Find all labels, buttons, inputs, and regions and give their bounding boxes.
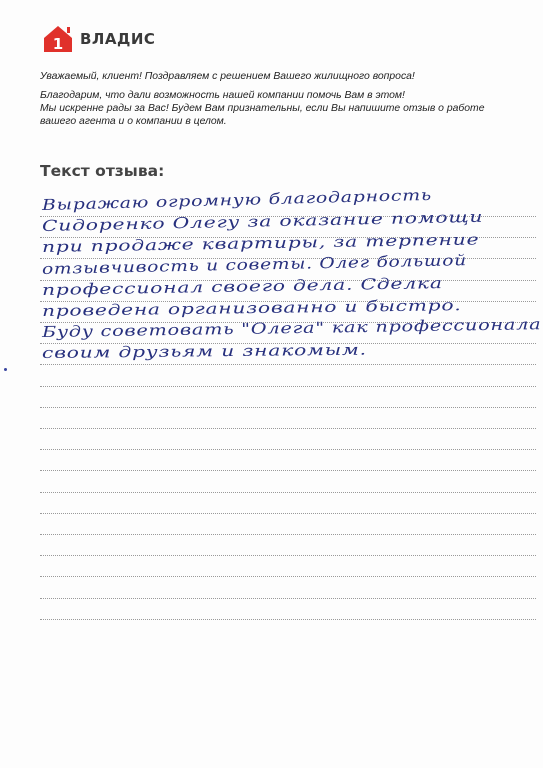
writing-line [40, 598, 536, 599]
handwritten-line: проведена организованно и быстро. [41, 296, 462, 320]
writing-line [40, 470, 536, 471]
handwritten-line: отзывчивость и советы. Олег большой [41, 250, 468, 278]
writing-line [40, 449, 536, 450]
writing-line [40, 513, 536, 514]
handwritten-line: Сидоренко Олегу за оказание помощи [41, 207, 484, 236]
ruled-writing-area[interactable] [40, 0, 536, 768]
handwritten-line: профессионал своего дела. Сделка [41, 273, 443, 299]
writing-line [40, 407, 536, 408]
intro-thanks: Благодарим, что дали возможность нашей компании помочь Вам в этом! [40, 90, 405, 101]
brand-name: ВЛАДИС [80, 30, 156, 48]
writing-line [40, 428, 536, 429]
writing-line [40, 619, 536, 620]
handwritten-line: при продаже квартиры, за терпение [41, 230, 480, 257]
writing-line [40, 576, 536, 577]
writing-line [40, 492, 536, 493]
handwritten-line: своим друзьям и знакомым. [41, 340, 367, 363]
writing-line [40, 364, 536, 365]
intro-request-end: вашего агента и о компании в целом. [40, 116, 227, 127]
ink-dot [4, 368, 7, 371]
handwritten-line: Буду советовать "Олега" как профессионала [41, 315, 542, 342]
handwritten-line: Выражаю огромную благодарность [41, 185, 433, 214]
svg-text:1: 1 [52, 35, 64, 53]
writing-line [40, 555, 536, 556]
writing-line [40, 386, 536, 387]
intro-greeting: Уважаемый, клиент! Поздравляем с решением Вашего жилищного вопроса! [40, 71, 415, 82]
intro-request: Мы искренне рады за Вас! Будем Вам признательны, если Вы напишите отзыв о работе [40, 103, 485, 114]
review-heading: Текст отзыва: [40, 162, 165, 180]
writing-line [40, 534, 536, 535]
